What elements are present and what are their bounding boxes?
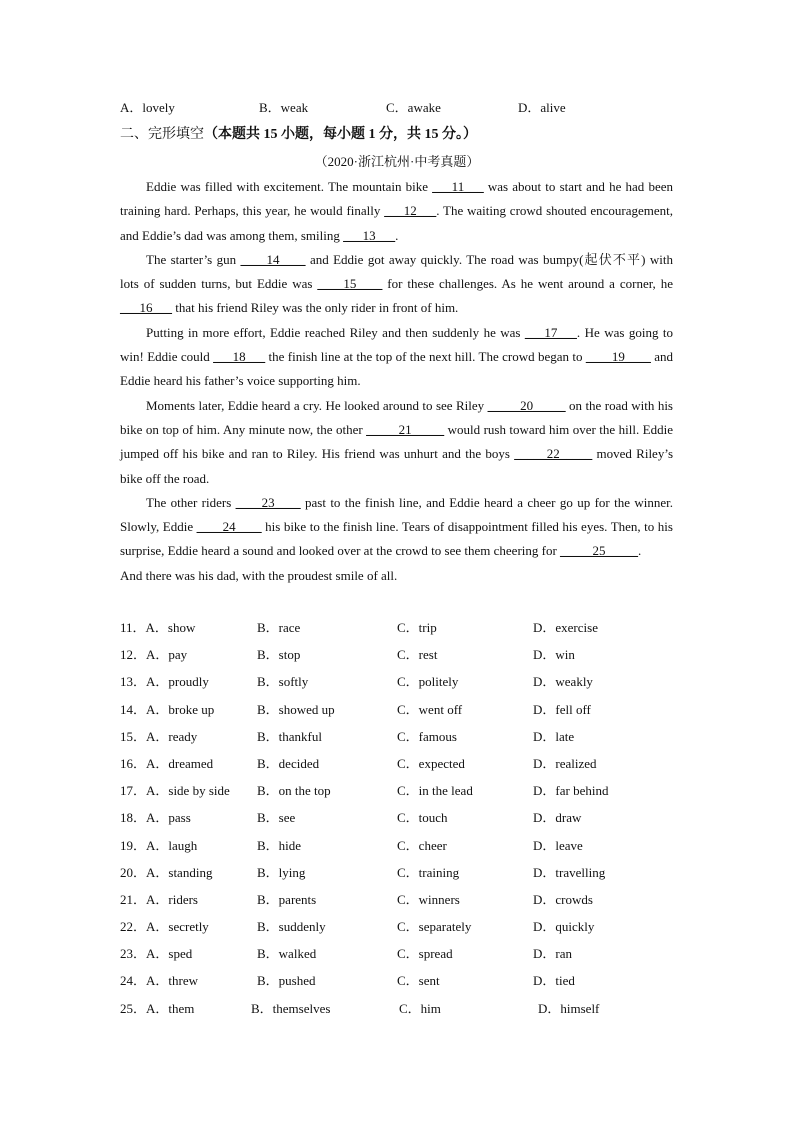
option-c: C．him <box>399 1000 441 1016</box>
question-row <box>120 671 680 698</box>
text: . <box>638 543 642 559</box>
option-c: C．went off <box>397 701 463 717</box>
text: Putting in more effort, Eddie reached Riley and then suddenly he was <box>146 324 525 340</box>
text: the finish line at the top of the next hill. The crowd began to <box>265 349 586 365</box>
option-c: C．separately <box>397 919 472 935</box>
question-row <box>120 889 680 916</box>
option-b: B．decided <box>257 755 320 771</box>
option-b: B．on the top <box>257 783 331 799</box>
option-a: 19．A．laugh <box>120 837 198 853</box>
option-b: B．softly <box>257 674 309 690</box>
option-d: D．ran <box>533 946 572 962</box>
option-b: B．themselves <box>251 1000 331 1016</box>
option-c: C．rest <box>397 647 438 663</box>
blank-23: ____23____ <box>235 494 301 510</box>
option-a: 17．A．side by side <box>120 783 230 799</box>
option-a: 16．A．dreamed <box>120 755 214 771</box>
blank-11: ___11___ <box>432 179 484 194</box>
question-row <box>120 753 680 780</box>
option-d: D．fell off <box>533 701 591 717</box>
option-a: A．lovely <box>120 100 175 115</box>
cloze-passage <box>120 175 673 588</box>
text: and Eddie heard his father’s voice supporting him. <box>120 349 673 389</box>
option-d: D．win <box>533 647 575 663</box>
option-c: C．trip <box>397 620 437 635</box>
question-row <box>120 916 680 943</box>
previous-question-options <box>120 97 680 115</box>
option-d: D．draw <box>533 810 582 826</box>
option-d: D．quickly <box>533 919 595 935</box>
question-row <box>120 943 680 970</box>
blank-19: ____19____ <box>585 349 651 365</box>
question-row <box>120 862 680 889</box>
question-row <box>120 970 680 997</box>
option-d: D．himself <box>538 1000 600 1016</box>
text: . He was going to win! Eddie could <box>120 324 673 365</box>
paragraph-2 <box>120 248 673 321</box>
option-c: C．famous <box>397 728 457 744</box>
blank-13: ___13___ <box>343 227 396 243</box>
option-d: D．realized <box>533 755 597 771</box>
text: . <box>395 227 399 243</box>
question-row <box>120 699 680 726</box>
section-title-bold: （本题共 15 小题，每小题 1 分，共 15 分。） <box>204 127 477 142</box>
section-title <box>120 123 477 143</box>
paragraph-1 <box>120 175 673 248</box>
paragraph-6: And there was his dad, with the proudest smile of all. <box>120 567 398 583</box>
text: moved Riley’s bike off the road. <box>120 446 673 486</box>
option-a: 15．A．ready <box>120 728 198 744</box>
text: The other riders <box>146 494 236 510</box>
blank-16: ___16___ <box>120 300 172 316</box>
option-b: B．thankful <box>257 728 322 744</box>
option-b: B．walked <box>257 946 317 962</box>
text: The starter’s gun <box>146 251 241 267</box>
blank-25: _____25_____ <box>560 543 639 559</box>
option-c: C．expected <box>397 755 465 771</box>
option-d: D．late <box>533 728 575 744</box>
question-row <box>120 726 680 753</box>
source-label: （2020·浙江杭州·中考真题） <box>314 154 480 169</box>
paragraph-5 <box>120 491 673 564</box>
blank-21: _____21_____ <box>366 421 445 437</box>
blank-24: ____24____ <box>196 519 262 535</box>
option-c: C．touch <box>397 810 448 826</box>
question-row <box>120 644 680 671</box>
text: . The waiting crowd shouted encouragement, and Eddie’s dad was among them, smiling <box>120 203 673 243</box>
option-d: D．crowds <box>533 891 593 907</box>
option-a: 20．A．standing <box>120 864 213 880</box>
option-b: B．pushed <box>257 973 316 989</box>
question-row <box>120 780 680 807</box>
blank-12: ___12___ <box>384 203 437 219</box>
text: and Eddie got away quickly. The road was bumpy(起伏不平) with lots of sudden turns, but Eddie was <box>120 251 673 292</box>
blank-15: ____15____ <box>317 276 383 292</box>
option-b: B．suddenly <box>257 919 326 935</box>
option-c: C．training <box>397 864 460 880</box>
option-d: D．alive <box>518 100 566 115</box>
option-d: D．weakly <box>533 674 593 690</box>
option-d: D．travelling <box>533 864 606 880</box>
option-b: B．see <box>257 810 296 826</box>
question-row <box>120 835 680 862</box>
option-c: C．in the lead <box>397 783 473 799</box>
option-a: 14．A．broke up <box>120 701 215 717</box>
paragraph-3 <box>120 321 673 394</box>
text: his bike to the finish line. Tears of disappointment filled his eyes. Then, to his surprise, Eddie heard a sound and looked over at the crowd to see them cheering for <box>120 519 673 559</box>
option-a: 25．A．them <box>120 1000 195 1016</box>
option-c: C．awake <box>386 100 441 115</box>
option-c: C．politely <box>397 674 459 690</box>
option-c: C．cheer <box>397 837 447 853</box>
text: that his friend Riley was the only rider in front of him. <box>172 300 459 316</box>
blank-18: ___18___ <box>213 349 266 365</box>
option-c: C．spread <box>397 946 453 962</box>
text: on the road with his bike on top of him. Any minute now, the other <box>120 397 673 437</box>
option-a: 24．A．threw <box>120 973 198 989</box>
option-d: D．exercise <box>533 620 598 635</box>
blank-20: _____20_____ <box>487 397 566 413</box>
question-options-list <box>120 617 680 1025</box>
text: past to the finish line, and Eddie heard a cheer go up for the winner. Slowly, Eddie <box>120 494 673 535</box>
blank-14: ____14____ <box>240 251 306 267</box>
option-a: 18．A．pass <box>120 810 191 826</box>
text: Moments later, Eddie heard a cry. He looked around to see Riley <box>146 397 488 413</box>
option-b: B．weak <box>259 100 309 115</box>
question-row <box>120 807 680 834</box>
option-a: 12．A．pay <box>120 647 188 663</box>
question-row <box>120 998 680 1025</box>
option-b: B．race <box>257 620 301 635</box>
option-b: B．stop <box>257 647 301 663</box>
option-b: B．showed up <box>257 701 335 717</box>
option-b: B．lying <box>257 864 306 880</box>
option-c: C．sent <box>397 973 440 989</box>
section-title-plain: 二、完形填空 <box>120 127 204 142</box>
blank-22: _____22_____ <box>514 446 593 462</box>
option-b: B．hide <box>257 837 302 853</box>
text: was about to start and he had been training hard. Perhaps, this year, he would finally <box>120 179 673 219</box>
option-d: D．far behind <box>533 783 609 799</box>
blank-17: ___17___ <box>524 324 577 340</box>
option-a: 22．A．secretly <box>120 919 209 935</box>
text: for these challenges. As he went around a corner, he <box>382 276 674 292</box>
option-d: D．leave <box>533 837 583 853</box>
option-d: D．tied <box>533 973 575 989</box>
paragraph-4 <box>120 394 673 491</box>
text: would rush toward him over the hill. Eddie jumped off his bike and ran to Riley. His friend was unhurt and the boys <box>120 421 673 462</box>
text: Eddie was filled with excitement. The mountain bike <box>146 179 433 194</box>
option-b: B．parents <box>257 891 317 907</box>
option-a: 13．A．proudly <box>120 674 209 690</box>
option-a: 23．A．sped <box>120 946 193 962</box>
option-c: C．winners <box>397 891 460 907</box>
option-a: 21．A．riders <box>120 891 198 907</box>
option-a: 11．A．show <box>120 620 196 635</box>
question-row <box>120 617 680 644</box>
